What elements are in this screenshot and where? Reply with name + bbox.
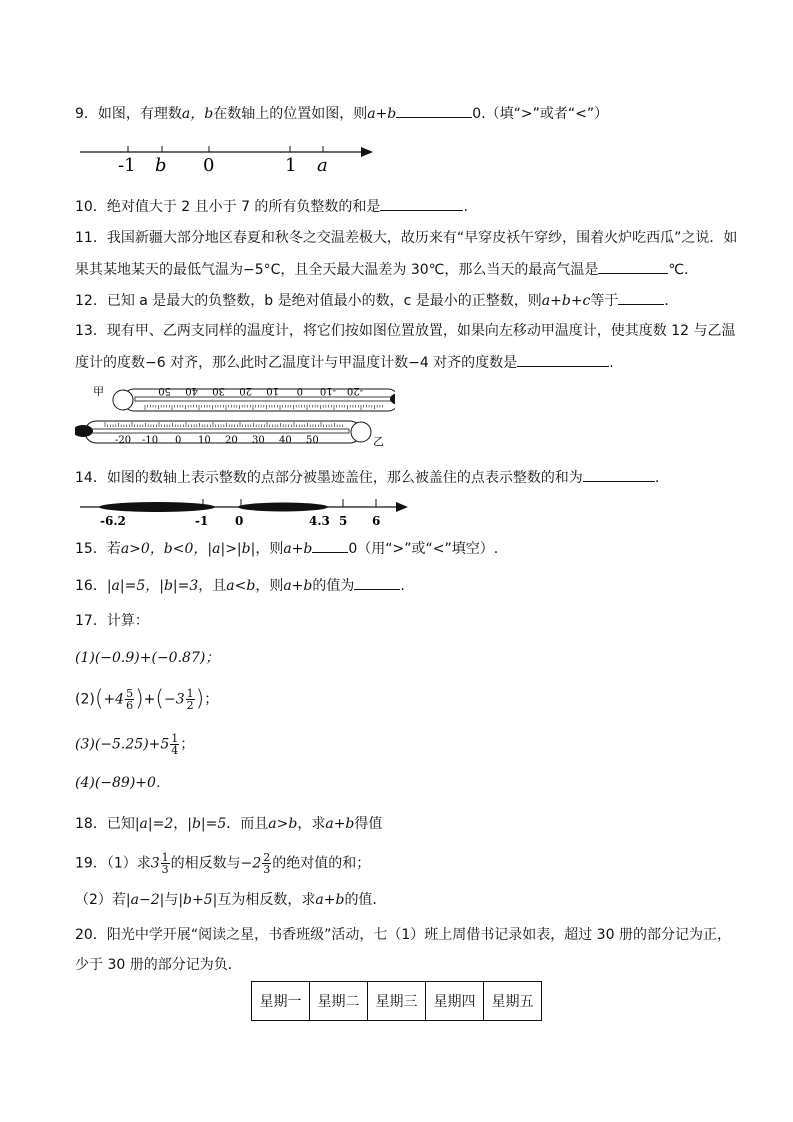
q14-answer-blank[interactable] <box>583 467 655 482</box>
q14-label-0: 0 <box>235 514 244 528</box>
q14-ink-blot-right <box>238 503 328 512</box>
q13-top-neg20: -20 <box>346 385 363 396</box>
q10-answer-blank[interactable] <box>380 196 463 211</box>
q14-label-neg1: -1 <box>195 514 209 528</box>
q13-bot-10: 10 <box>198 435 211 446</box>
q9-answer-blank[interactable] <box>396 103 472 118</box>
q14-label-4-3: 4.3 <box>309 514 330 528</box>
q10-text: 10．绝对值大于 2 且小于 7 的所有负整数的和是 . <box>75 196 468 217</box>
table-cell-fri: 星期五 <box>484 982 542 1021</box>
q13-thermometers <box>75 383 395 451</box>
q9-label-b: b <box>155 155 167 176</box>
q11-answer-blank[interactable] <box>598 259 668 274</box>
q20-line2: 少于 30 册的部分记为负． <box>75 957 242 973</box>
q13-top-neg10: -10 <box>319 385 336 396</box>
table-cell-thu: 星期四 <box>426 982 484 1021</box>
q19-line1: 19．（1）求3 $\frac{1}{3}$ 的相反数与−2 $\frac{2}{3}$ 的绝对值的和； <box>75 851 371 876</box>
q13-bot-neg10: -10 <box>142 435 159 446</box>
q14-ink-blot-left <box>99 502 215 512</box>
q16-text: 16．|a|=5，|b|=3，且a<b，则a+b的值为 . <box>75 575 405 596</box>
q9-label-neg1: -1 <box>118 155 136 176</box>
q13-line1: 13．现有甲、乙两支同样的温度计，将它们按如图位置放置，如果向左移动甲温度计，使其度数 12 与乙温 <box>75 323 736 339</box>
q17-part1: (1)(−0.9)+(−0.87)； <box>75 650 220 666</box>
q13-bot-40: 40 <box>279 435 292 446</box>
q14-label-5: 5 <box>339 514 348 528</box>
q13-top-40: 40 <box>185 385 198 396</box>
q9-label-0: 0 <box>203 155 215 176</box>
q14-label-6: 6 <box>372 514 381 528</box>
q9-number-line <box>75 138 375 178</box>
q13-top-0: 0 <box>296 385 303 396</box>
q9-label-a: a <box>317 155 328 176</box>
q13-line2: 度计的度数−6 对齐，那么此时乙温度计与甲温度计数−4 对齐的度数是 . <box>75 352 614 373</box>
q9-text: 9．如图，有理数a，b在数轴上的位置如图，则a+b 0.（填“>”或者“<”） <box>75 103 608 124</box>
q13-bot-neg20: -20 <box>115 435 132 446</box>
q14-label-neg6-2: -6.2 <box>100 514 126 528</box>
q20-book-table <box>251 981 542 1021</box>
q20-line1: 20．阳光中学开展“阅读之星，书香班级”活动，七（1）班上周借书记录如表，超过 30 册的部分记为正， <box>75 927 731 943</box>
q13-top-30: 30 <box>212 385 225 396</box>
q12-text: 12．已知 a 是最大的负整数，b 是绝对值最小的数，c 是最小的正整数，则a+b+c等于 ． <box>75 290 678 311</box>
table-cell-wed: 星期三 <box>368 982 426 1021</box>
table-cell-mon: 星期一 <box>252 982 310 1021</box>
q13-top-10: 10 <box>266 385 279 396</box>
table-cell-tue: 星期二 <box>310 982 368 1021</box>
q13-jia-label: 甲 <box>93 385 104 398</box>
q11-line2: 果其某地某天的最低气温为−5°C，且全天最大温差为 30℃，那么当天的最高气温是 ℃． <box>75 259 698 280</box>
q12-answer-blank[interactable] <box>618 290 664 305</box>
q13-top-20: 20 <box>239 385 252 396</box>
q13-yi-label: 乙 <box>373 435 384 448</box>
q16-answer-blank[interactable] <box>354 575 400 590</box>
q15-text: 15．若a>0，b<0，|a|>|b|，则a+b 0（用“>”或“<”填空）. <box>75 538 498 559</box>
q17-title: 17．计算： <box>75 613 149 629</box>
q11-line1: 11．我国新疆大部分地区春夏和秋冬之交温差极大，故历来有“早穿皮袄午穿纱，围着火炉吃西瓜”之说．如 <box>75 230 738 246</box>
q13-bot-30: 30 <box>252 435 265 446</box>
q13-top-50: 50 <box>158 385 171 396</box>
q13-bot-50: 50 <box>306 435 319 446</box>
q14-text: 14．如图的数轴上表示整数的点部分被墨迹盖住，那么被盖住的点表示整数的和为 . <box>75 467 659 488</box>
q13-bot-20: 20 <box>225 435 238 446</box>
q9-label-1: 1 <box>285 155 297 176</box>
q19-line2: （2）若|a−2|与|b+5|互为相反数，求a+b的值． <box>75 892 387 908</box>
q17-part2: (2)(+4 $\frac{5}{6}$ )+(−3 $\frac{1}{2}$ )； <box>75 686 219 712</box>
q17-part3: (3)(−5.25)+5 $\frac{1}{4}$ ； <box>75 732 195 757</box>
q14-number-line <box>75 495 415 531</box>
q13-answer-blank[interactable] <box>517 352 609 367</box>
q13-bot-0: 0 <box>175 435 182 446</box>
table-row <box>252 982 542 1021</box>
q18-text: 18．已知|a|=2，|b|=5．而且a>b，求a+b得值 <box>75 816 383 832</box>
q15-answer-blank[interactable] <box>312 538 348 553</box>
q17-part4: (4)(−89)+0． <box>75 775 170 791</box>
